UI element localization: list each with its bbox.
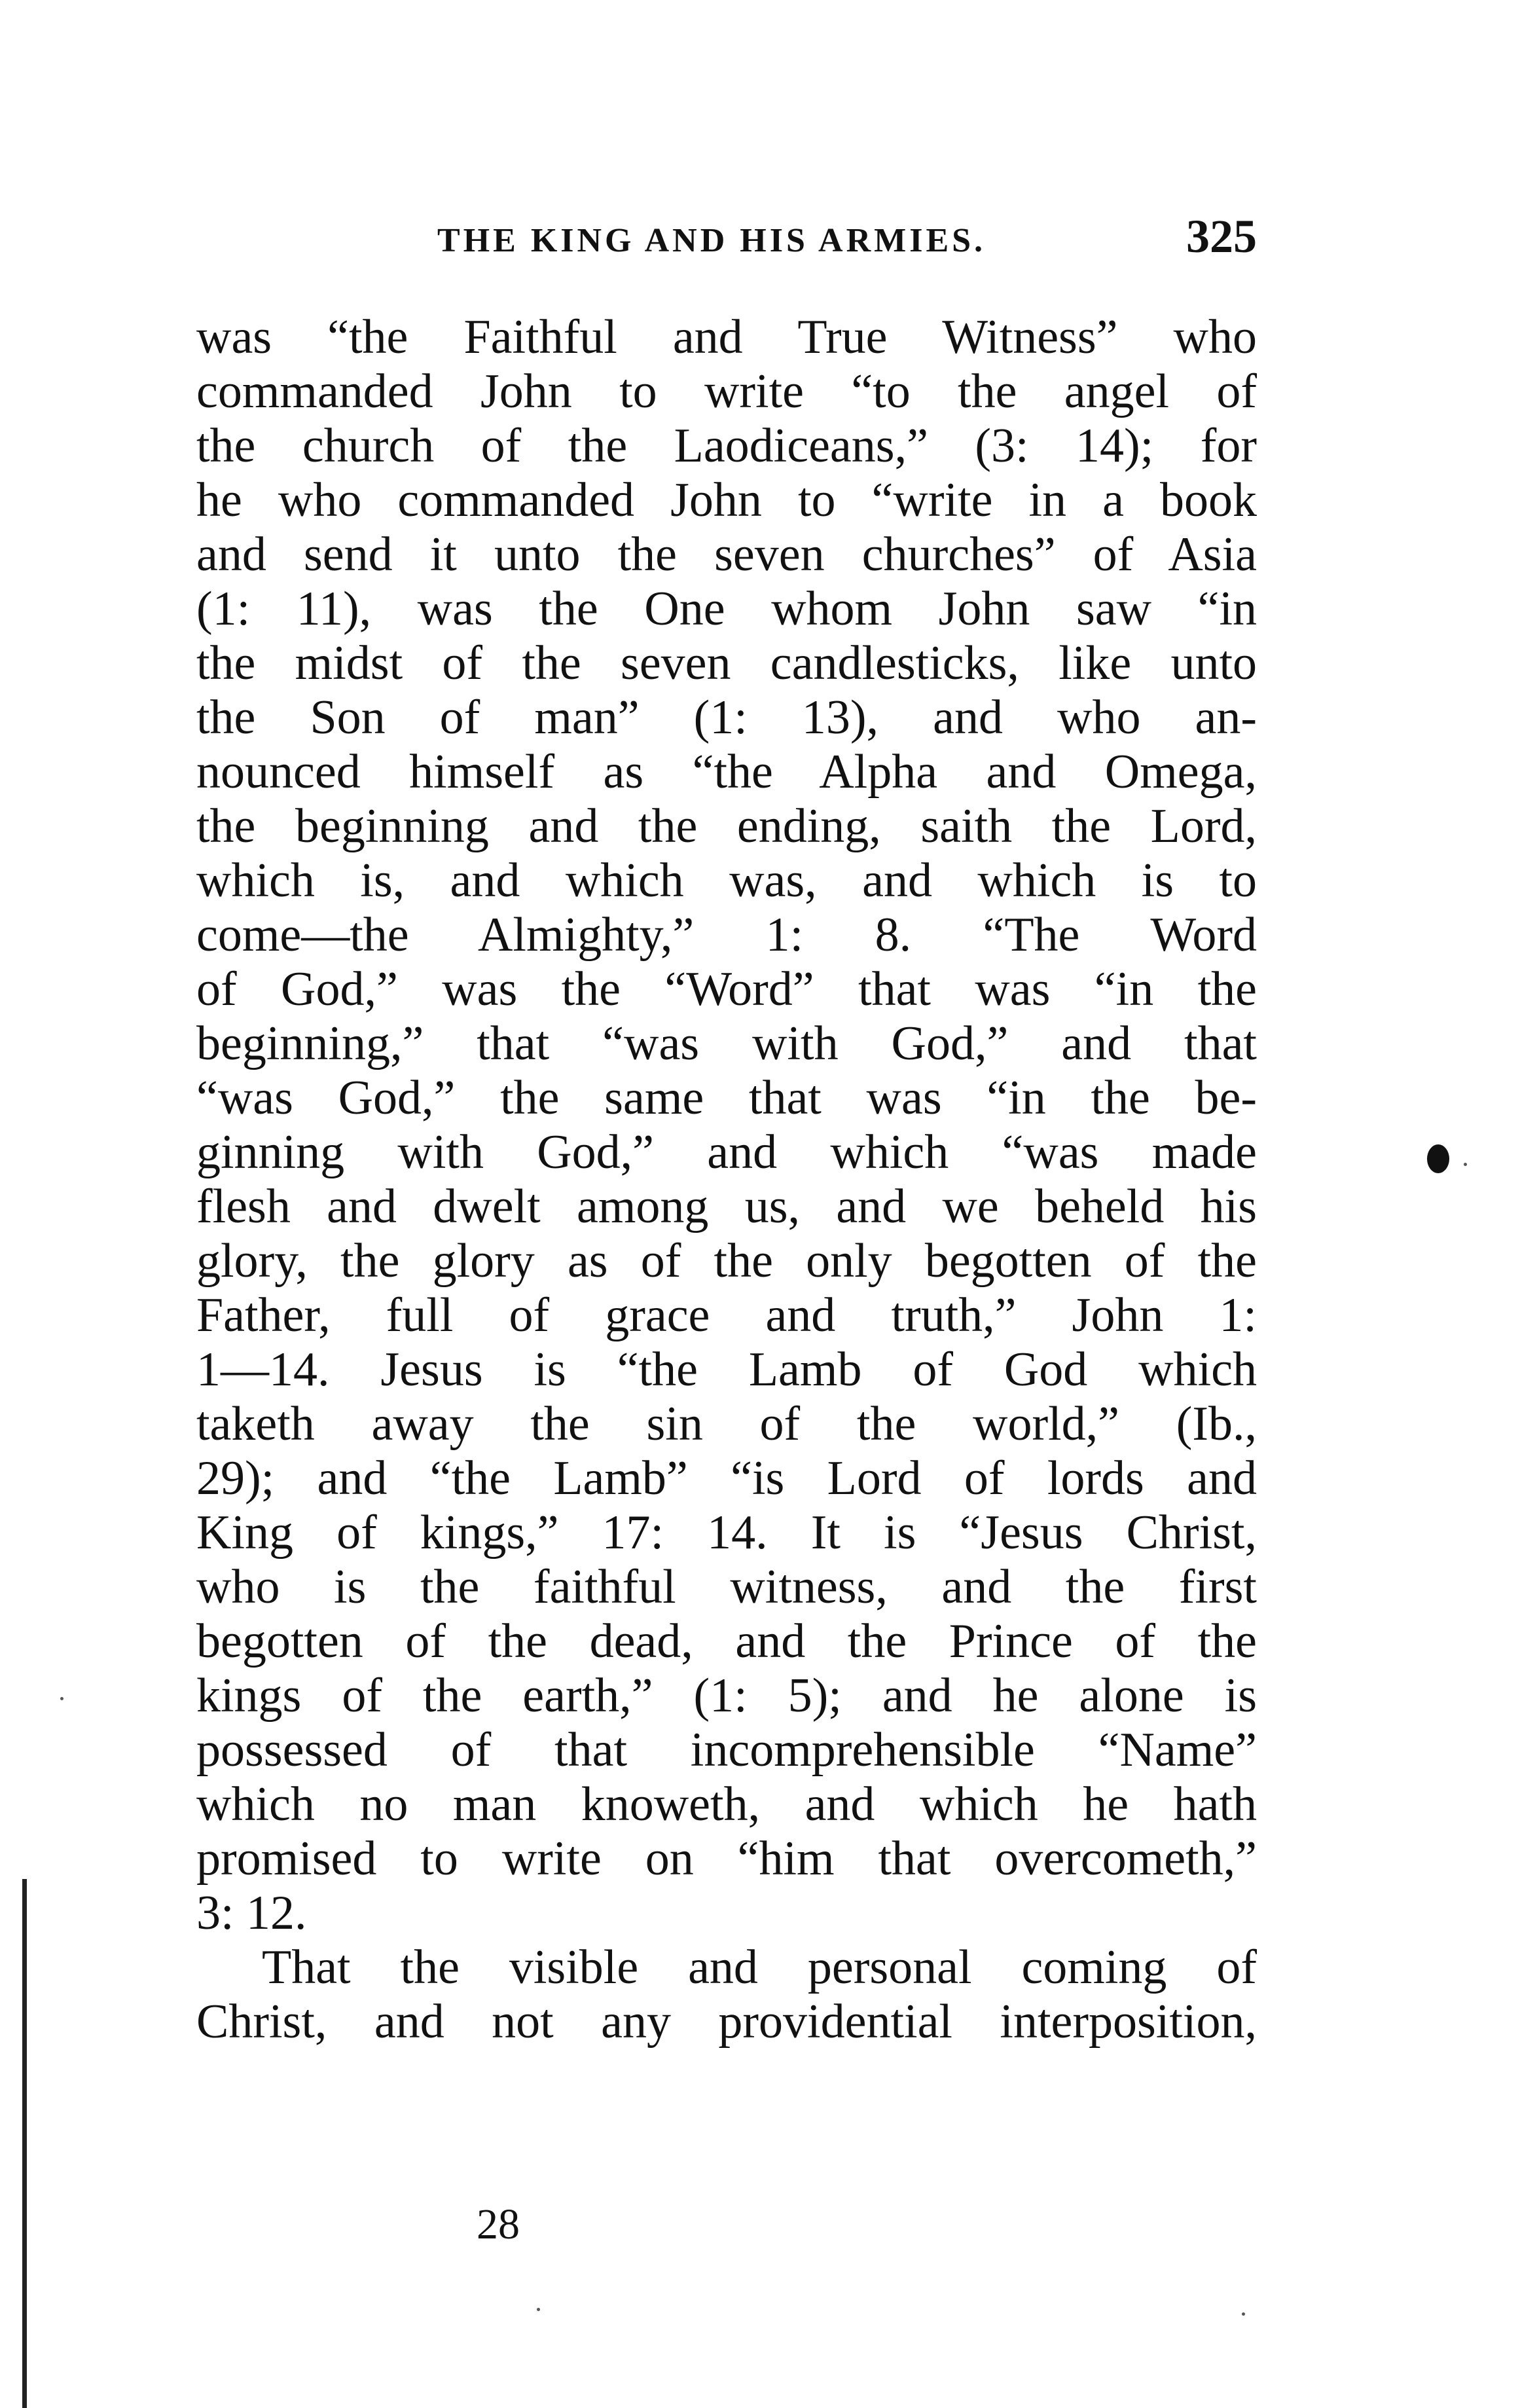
- body-text: [196, 310, 1257, 2049]
- signature-mark: 28: [477, 2200, 520, 2248]
- text-line: and send it unto the seven churches” of Asia: [196, 528, 1257, 581]
- scan-edge-rule: [22, 1879, 27, 2408]
- text-line: kings of the earth,” (1: 5); and he alone is: [196, 1669, 1257, 1723]
- text-line: 29); and “the Lamb” “is Lord of lords and: [196, 1451, 1257, 1505]
- text-line: the beginning and the ending, saith the Lord,: [196, 799, 1257, 853]
- text-line: (1: 11), was the One whom John saw “in: [196, 582, 1257, 636]
- text-line: “was God,” the same that was “in the be-: [196, 1071, 1257, 1125]
- scan-speck: [537, 2308, 540, 2311]
- text-line: glory, the glory as of the only begotten of the: [196, 1234, 1257, 1288]
- scan-speck: [1464, 1163, 1467, 1166]
- text-line: the church of the Laodiceans,” (3: 14); for: [196, 419, 1257, 473]
- page-header: [196, 210, 1257, 275]
- text-line: beginning,” that “was with God,” and that: [196, 1017, 1257, 1070]
- text-line: come—the Almighty,” 1: 8. “The Word: [196, 908, 1257, 962]
- scan-speck: [1242, 2312, 1245, 2316]
- text-line: promised to write on “him that overcometh,”: [196, 1832, 1257, 1886]
- text-line: ginning with God,” and which “was made: [196, 1125, 1257, 1179]
- text-line: flesh and dwelt among us, and we beheld his: [196, 1180, 1257, 1233]
- text-line: who is the faithful witness, and the first: [196, 1560, 1257, 1614]
- text-line: nounced himself as “the Alpha and Omega,: [196, 745, 1257, 799]
- text-line: which is, and which was, and which is to: [196, 854, 1257, 907]
- running-title: THE KING AND HIS ARMIES.: [437, 222, 986, 259]
- text-line: taketh away the sin of the world,” (Ib.,: [196, 1397, 1257, 1451]
- text-line: the Son of man” (1: 13), and who an-: [196, 691, 1257, 744]
- text-line: Father, full of grace and truth,” John 1:: [196, 1288, 1257, 1342]
- text-line: begotten of the dead, and the Prince of the: [196, 1614, 1257, 1668]
- text-line: King of kings,” 17: 14. It is “Jesus Christ,: [196, 1506, 1257, 1560]
- text-line: commanded John to write “to the angel of: [196, 365, 1257, 418]
- text-line: was “the Faithful and True Witness” who: [196, 310, 1257, 364]
- text-line: Christ, and not any providential interposition,: [196, 1995, 1257, 2049]
- paragraph-first-line: That the visible and personal coming of: [262, 1941, 1257, 1994]
- text-line: which no man knoweth, and which he hath: [196, 1778, 1257, 1831]
- text-line: 3: 12.: [196, 1886, 307, 1940]
- text-line: of God,” was the “Word” that was “in the: [196, 962, 1257, 1016]
- text-line: possessed of that incomprehensible “Name”: [196, 1723, 1257, 1777]
- text-line: 1—14. Jesus is “the Lamb of God which: [196, 1343, 1257, 1396]
- text-line: the midst of the seven candlesticks, like unto: [196, 636, 1257, 690]
- margin-bullet-mark: [1427, 1144, 1449, 1173]
- page-number: 325: [1186, 210, 1257, 263]
- scan-speck: [60, 1697, 63, 1700]
- text-line: he who commanded John to “write in a book: [196, 473, 1257, 527]
